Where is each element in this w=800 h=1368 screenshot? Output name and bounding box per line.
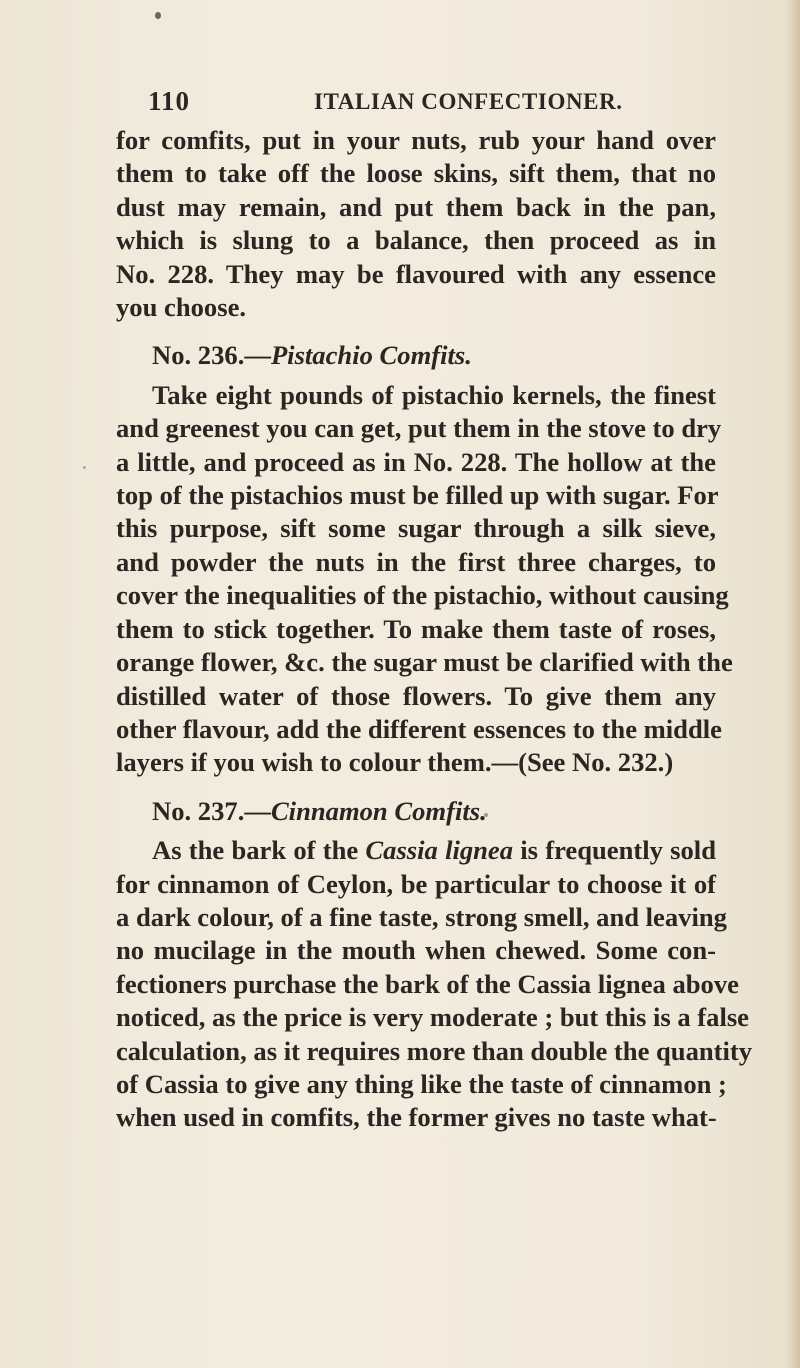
italic-term: Cassia lignea (365, 835, 514, 866)
text-line: for comfits, put in your nuts, rub your hand over (116, 125, 716, 155)
section-number: No. 236.— (152, 340, 271, 371)
page-header (148, 86, 708, 120)
text-line (116, 834, 716, 867)
text-line: them to take off the loose skins, sift them, that no (116, 158, 716, 189)
text-line: no mucilage in the mouth when chewed. Some con- (116, 935, 716, 966)
text-line: orange flower, &c. the sugar must be clarified with the (116, 647, 733, 678)
text-line: of Cassia to give any thing like the taste of cinnamon ; (116, 1068, 727, 1099)
paragraph-continued (116, 124, 716, 324)
text-line: calculation, as it requires more than double the quantity (116, 1035, 753, 1066)
ink-speck (155, 12, 161, 19)
text-segment: As the bark of the (152, 835, 366, 866)
text-line: fectioners purchase the bark of the Cassia lignea above (116, 968, 739, 999)
text-line: when used in comfits, the former gives no taste what- (116, 1102, 717, 1133)
text-line: a little, and proceed as in No. 228. The hollow at the (116, 446, 716, 477)
section-title: Pistachio Comfits. (270, 340, 472, 371)
section-body-236 (116, 379, 733, 780)
page-edge-shadow (786, 0, 800, 1368)
text-line: other flavour, add the different essences to the middle (116, 713, 722, 744)
text-line: you choose. (116, 292, 247, 323)
text-line: distilled water of those flowers. To give them any (116, 680, 716, 711)
body-text (116, 124, 753, 1135)
text-line: No. 228. They may be flavoured with any essence (116, 258, 716, 289)
text-line: Take eight pounds of pistachio kernels, the finest (152, 379, 716, 410)
text-line: this purpose, sift some sugar through a silk sieve, (116, 513, 716, 544)
section-title: Cinnamon Comfits. (270, 795, 487, 826)
ink-speck (83, 466, 86, 469)
section-body-237 (116, 834, 753, 1135)
text-line: cover the inequalities of the pistachio, without causing (116, 580, 729, 611)
text-line: noticed, as the price is very moderate ; but this is a false (116, 1002, 749, 1033)
text-line: layers if you wish to colour them.—(See No. 232.) (116, 747, 674, 778)
text-line: which is slung to a balance, then proceed as in (116, 225, 716, 256)
section-number: No. 237.— (152, 795, 271, 826)
section-heading-237 (116, 795, 716, 828)
text-line: a dark colour, of a fine taste, strong smell, and leaving (116, 901, 727, 932)
text-segment: is frequently sold (513, 835, 716, 866)
text-line: top of the pistachios must be filled up with sugar. For (116, 480, 719, 511)
text-line: and powder the nuts in the first three charges, to (116, 546, 716, 577)
running-head: ITALIAN CONFECTIONER. (314, 89, 623, 114)
text-line: dust may remain, and put them back in the pan, (116, 191, 716, 222)
text-line: them to stick together. To make them taste of roses, (116, 613, 716, 644)
section-heading-236 (116, 339, 716, 372)
text-line: and greenest you can get, put them in the stove to dry (116, 413, 722, 444)
text-line: for cinnamon of Ceylon, be particular to choose it of (116, 868, 716, 899)
page-number: 110 (148, 86, 191, 116)
